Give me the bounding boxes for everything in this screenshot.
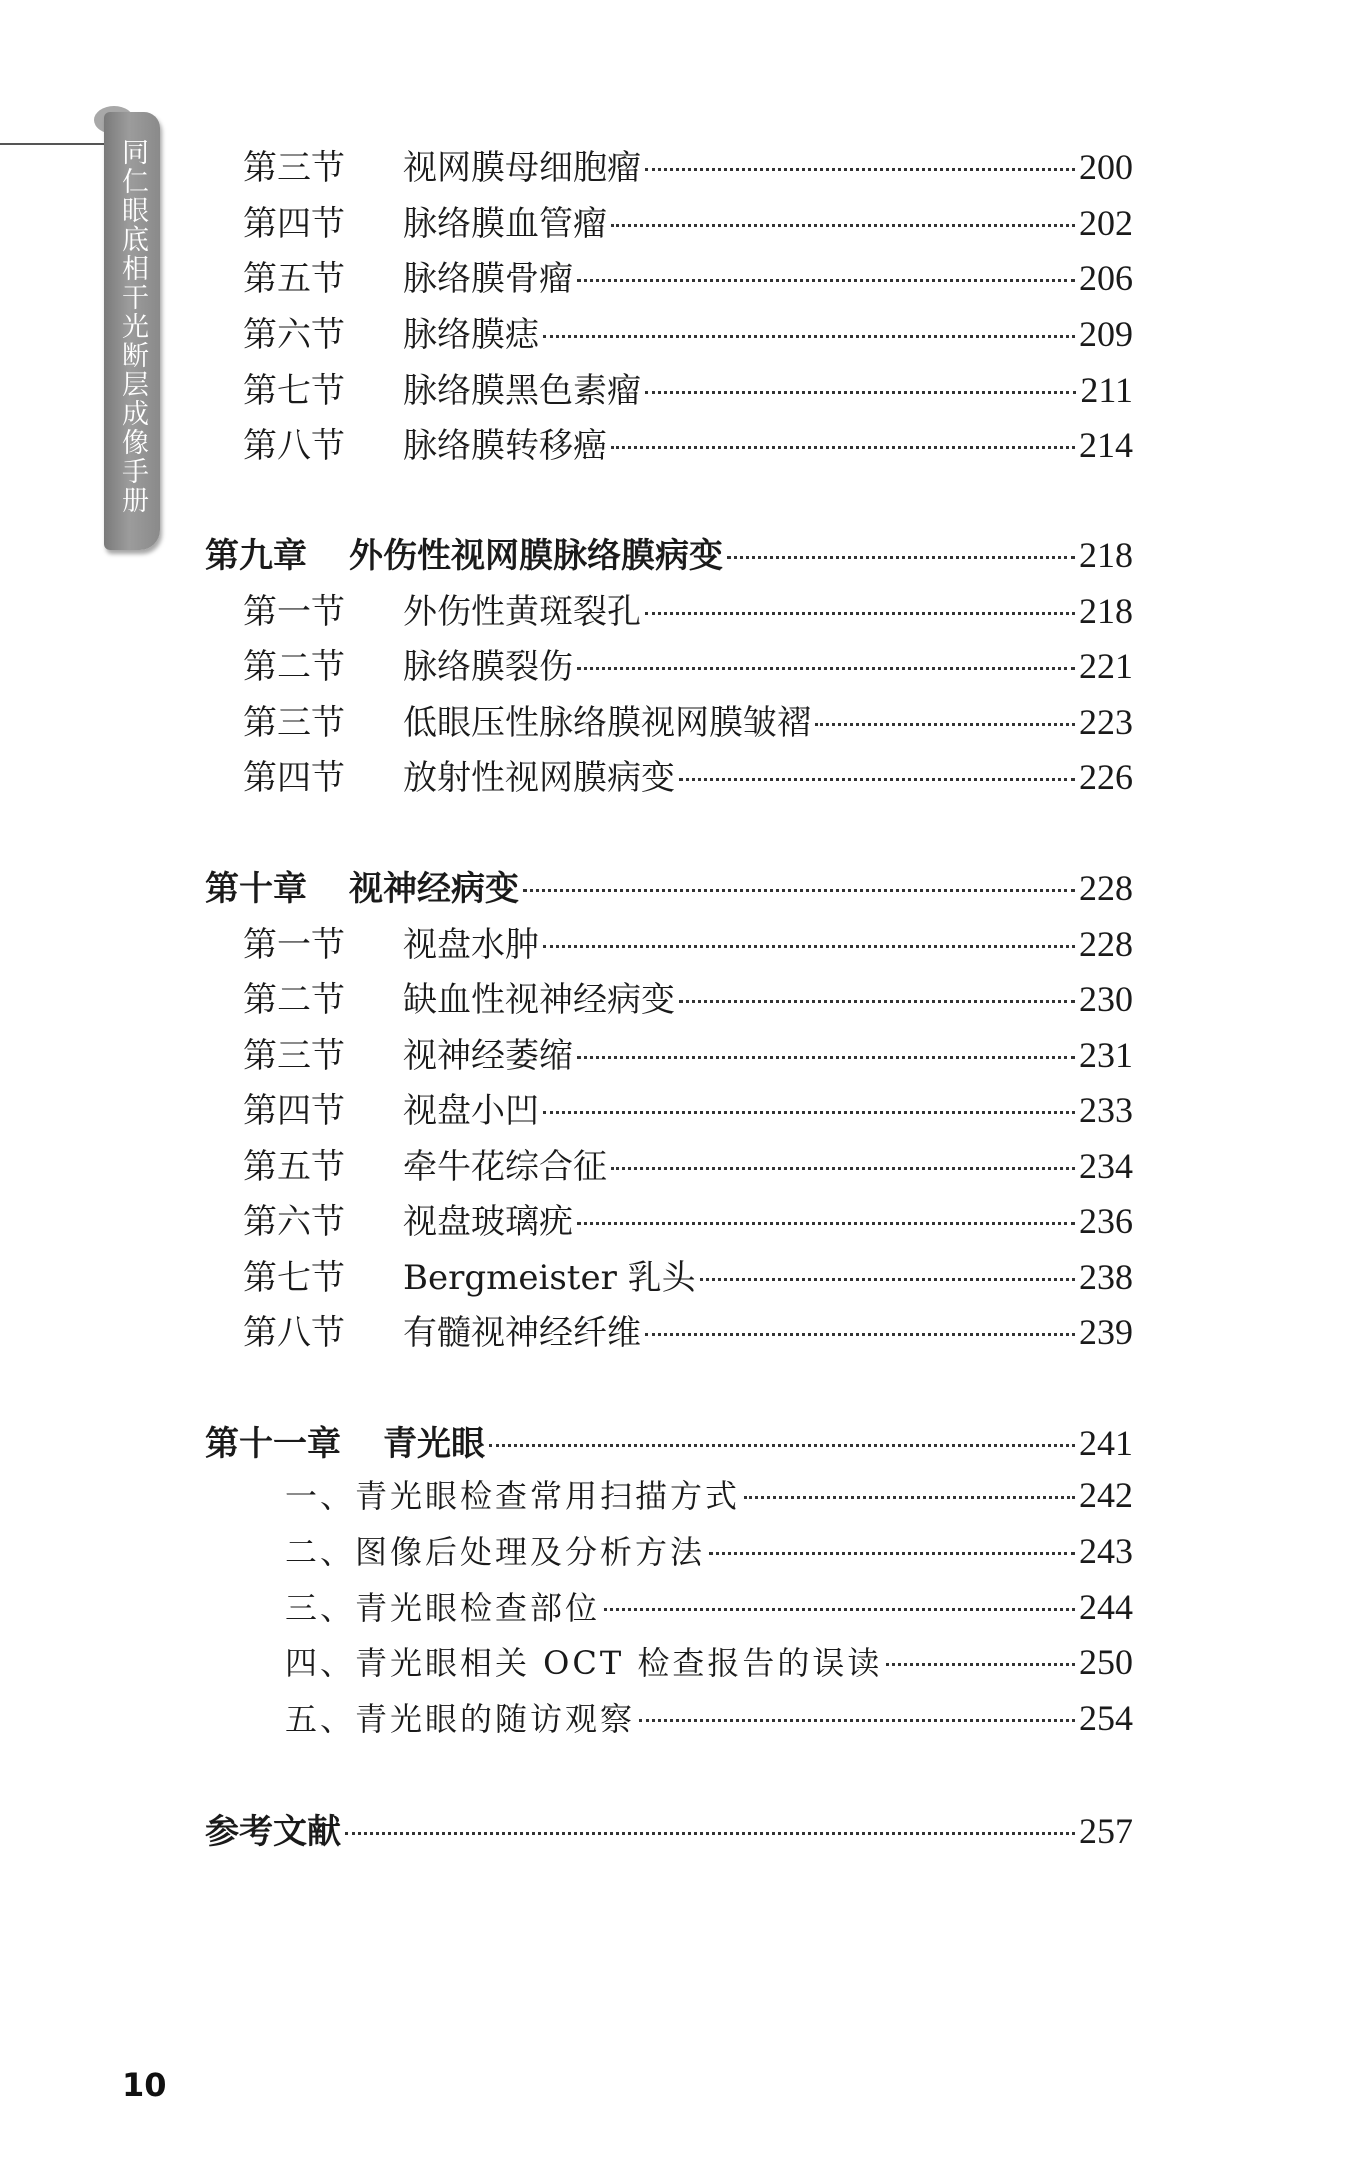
toc-entry[interactable] bbox=[243, 695, 1133, 741]
book-title-tab bbox=[104, 112, 160, 550]
toc-chapter[interactable] bbox=[205, 1416, 1133, 1462]
toc-references-page: 257 bbox=[1079, 1811, 1133, 1851]
toc-entry-title: 视盘水肿 bbox=[403, 925, 539, 965]
dot-leader bbox=[577, 667, 1075, 670]
toc-entry-title: 视盘玻璃疣 bbox=[403, 1202, 573, 1242]
toc-entry-title: 视神经萎缩 bbox=[403, 1036, 573, 1076]
toc-entry-title: 有髓视神经纤维 bbox=[403, 1313, 641, 1353]
toc-entry-title: 脉络膜血管瘤 bbox=[403, 204, 607, 244]
toc-entry-label: 第五节 bbox=[243, 259, 345, 299]
toc-chapter-page: 218 bbox=[1079, 535, 1133, 575]
dot-leader bbox=[645, 1333, 1075, 1336]
dot-leader bbox=[679, 1000, 1075, 1003]
toc-entry[interactable] bbox=[285, 1527, 1133, 1573]
toc-entry[interactable] bbox=[243, 584, 1133, 630]
dot-leader bbox=[727, 556, 1075, 559]
toc-entry-label: 第七节 bbox=[243, 371, 345, 411]
toc-entry-label: 第四节 bbox=[243, 204, 345, 244]
toc-entry-page: 233 bbox=[1079, 1090, 1133, 1130]
toc-entry[interactable] bbox=[285, 1583, 1133, 1629]
toc-entry-page: 238 bbox=[1079, 1257, 1133, 1297]
toc-entry-page: 231 bbox=[1079, 1035, 1133, 1075]
dot-leader bbox=[611, 446, 1075, 449]
toc-entry-page: 200 bbox=[1079, 147, 1133, 187]
toc-entry-page: 250 bbox=[1079, 1642, 1133, 1682]
dot-leader bbox=[709, 1552, 1075, 1555]
toc-chapter-title: 视神经病变 bbox=[349, 869, 519, 909]
dot-leader bbox=[543, 945, 1075, 948]
toc-entry-label: 第八节 bbox=[243, 1313, 345, 1353]
page-number: 10 bbox=[122, 2066, 167, 2104]
toc-entry[interactable] bbox=[243, 307, 1133, 353]
toc-entry[interactable] bbox=[243, 972, 1133, 1018]
toc-entry[interactable] bbox=[243, 418, 1133, 464]
toc-entry-page: 234 bbox=[1079, 1146, 1133, 1186]
toc-entry-label: 第二节 bbox=[243, 647, 345, 687]
toc-entry-title: 牵牛花综合征 bbox=[403, 1147, 607, 1187]
toc-chapter-label: 第十一章 bbox=[205, 1424, 341, 1464]
dot-leader bbox=[604, 1608, 1075, 1611]
toc-entry-page: 223 bbox=[1079, 702, 1133, 742]
toc-entry-label: 第三节 bbox=[243, 1036, 345, 1076]
toc-entry-page: 218 bbox=[1079, 591, 1133, 631]
toc-entry-page: 242 bbox=[1079, 1475, 1133, 1515]
toc-entry-title: 放射性视网膜病变 bbox=[403, 758, 675, 798]
toc-entry-page: 202 bbox=[1079, 203, 1133, 243]
toc-entry-page: 244 bbox=[1079, 1587, 1133, 1627]
toc-entry[interactable] bbox=[243, 363, 1133, 409]
toc-entry-page: 228 bbox=[1079, 924, 1133, 964]
toc-entry[interactable] bbox=[243, 1083, 1133, 1129]
dot-leader bbox=[815, 723, 1075, 726]
toc-chapter[interactable] bbox=[205, 861, 1133, 907]
toc-entry-label: 第六节 bbox=[243, 1202, 345, 1242]
toc-entry-title: 一、青光眼检查常用扫描方式 bbox=[285, 1477, 741, 1515]
toc-entry-title: 低眼压性脉络膜视网膜皱褶 bbox=[403, 703, 811, 743]
toc-entry-title: 缺血性视神经病变 bbox=[403, 980, 675, 1020]
toc-entry[interactable] bbox=[243, 750, 1133, 796]
toc-entry-label: 第四节 bbox=[243, 758, 345, 798]
toc-entry-title: 视网膜母细胞瘤 bbox=[403, 148, 641, 188]
toc-entry[interactable] bbox=[243, 1028, 1133, 1074]
toc-entry-title: Bergmeister 乳头 bbox=[403, 1258, 696, 1298]
toc-entry-page: 230 bbox=[1079, 979, 1133, 1019]
toc-entry-title: 四、青光眼相关 OCT 检查报告的误读 bbox=[285, 1644, 883, 1682]
toc-entry[interactable] bbox=[285, 1694, 1133, 1740]
toc-entry-page: 239 bbox=[1079, 1312, 1133, 1352]
dot-leader bbox=[489, 1444, 1075, 1447]
toc-entry-title: 脉络膜黑色素瘤 bbox=[403, 371, 641, 411]
toc-entry-label: 第六节 bbox=[243, 315, 345, 355]
toc-entry-page: 236 bbox=[1079, 1201, 1133, 1241]
dot-leader bbox=[523, 889, 1075, 892]
toc-entry-label: 第三节 bbox=[243, 703, 345, 743]
toc-chapter-title: 青光眼 bbox=[383, 1424, 485, 1464]
toc-chapter-page: 241 bbox=[1079, 1423, 1133, 1463]
toc-entry-title: 脉络膜骨瘤 bbox=[403, 259, 573, 299]
toc-entry-page: 211 bbox=[1080, 370, 1133, 410]
toc-entry-label: 第五节 bbox=[243, 1147, 345, 1187]
toc-entry-label: 第一节 bbox=[243, 925, 345, 965]
toc-entry-page: 214 bbox=[1079, 425, 1133, 465]
toc-entry-label: 第七节 bbox=[243, 1258, 345, 1298]
toc-entry-page: 226 bbox=[1079, 757, 1133, 797]
toc-entry-title: 脉络膜转移癌 bbox=[403, 426, 607, 466]
toc-entry-title: 脉络膜痣 bbox=[403, 315, 539, 355]
dot-leader bbox=[577, 279, 1075, 282]
dot-leader bbox=[543, 1111, 1075, 1114]
toc-entry-page: 243 bbox=[1079, 1531, 1133, 1571]
dot-leader bbox=[886, 1663, 1075, 1666]
toc-entry[interactable] bbox=[243, 196, 1133, 242]
toc-entry-title: 二、图像后处理及分析方法 bbox=[285, 1533, 706, 1571]
dot-leader bbox=[611, 1167, 1075, 1170]
toc-entry-page: 209 bbox=[1079, 314, 1133, 354]
dot-leader bbox=[700, 1278, 1075, 1281]
toc-entry-label: 第八节 bbox=[243, 426, 345, 466]
toc-entry-title: 视盘小凹 bbox=[403, 1091, 539, 1131]
toc-entry[interactable] bbox=[243, 140, 1133, 186]
toc-entry-title: 外伤性黄斑裂孔 bbox=[403, 592, 641, 632]
toc-entry-page: 206 bbox=[1079, 258, 1133, 298]
toc-references-label: 参考文献 bbox=[205, 1812, 341, 1852]
toc-entry[interactable] bbox=[285, 1471, 1133, 1517]
toc-entry[interactable] bbox=[285, 1638, 1133, 1684]
toc-entry-label: 第三节 bbox=[243, 148, 345, 188]
dot-leader bbox=[645, 168, 1075, 171]
dot-leader bbox=[679, 778, 1075, 781]
toc-entry[interactable] bbox=[243, 251, 1133, 297]
toc-entry[interactable] bbox=[243, 1139, 1133, 1185]
toc-entry-page: 221 bbox=[1079, 646, 1133, 686]
dot-leader bbox=[577, 1222, 1075, 1225]
toc-chapter-page: 228 bbox=[1079, 868, 1133, 908]
dot-leader bbox=[639, 1719, 1075, 1722]
toc-entry-label: 第二节 bbox=[243, 980, 345, 1020]
toc-entry-title: 三、青光眼检查部位 bbox=[285, 1589, 601, 1627]
book-title: 同仁眼底相干光断层成像手册 bbox=[117, 138, 148, 515]
dot-leader bbox=[543, 335, 1075, 338]
toc-references[interactable] bbox=[205, 1804, 1133, 1850]
toc-entry[interactable] bbox=[243, 1305, 1133, 1351]
toc-entry[interactable] bbox=[243, 639, 1133, 685]
toc-chapter-label: 第九章 bbox=[205, 536, 307, 576]
dot-leader bbox=[744, 1496, 1075, 1499]
toc-entry-title: 脉络膜裂伤 bbox=[403, 647, 573, 687]
dot-leader bbox=[345, 1832, 1075, 1835]
dot-leader bbox=[577, 1056, 1075, 1059]
header-rule bbox=[0, 143, 120, 145]
toc-entry-label: 第一节 bbox=[243, 592, 345, 632]
toc-entry[interactable] bbox=[243, 1194, 1133, 1240]
toc-entry[interactable] bbox=[243, 917, 1133, 963]
toc-chapter[interactable] bbox=[205, 528, 1133, 574]
toc-chapter-label: 第十章 bbox=[205, 869, 307, 909]
toc-entry-page: 254 bbox=[1079, 1698, 1133, 1738]
toc-entry-label: 第四节 bbox=[243, 1091, 345, 1131]
toc-entry[interactable] bbox=[243, 1250, 1133, 1296]
dot-leader bbox=[645, 391, 1076, 394]
toc-entry-title: 五、青光眼的随访观察 bbox=[285, 1700, 636, 1738]
toc-chapter-title: 外伤性视网膜脉络膜病变 bbox=[349, 536, 723, 576]
dot-leader bbox=[645, 612, 1075, 615]
dot-leader bbox=[611, 224, 1075, 227]
